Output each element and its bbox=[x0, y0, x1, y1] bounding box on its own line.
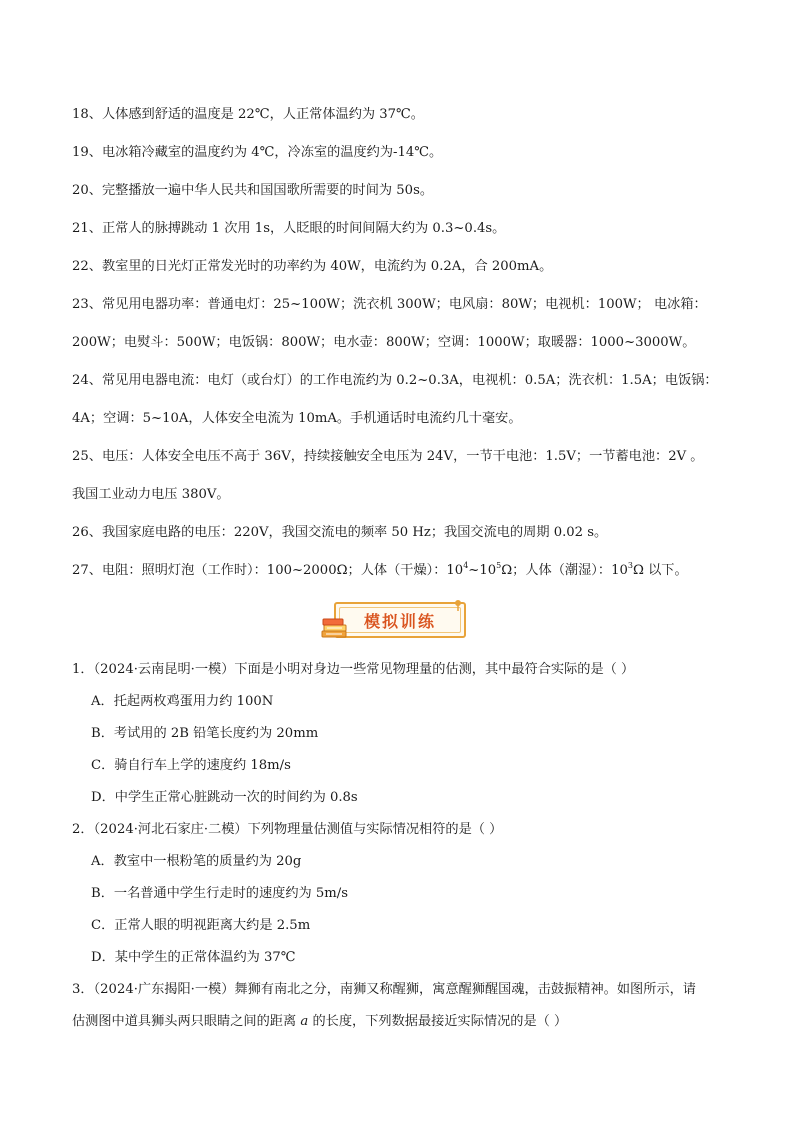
variable-a: a bbox=[300, 1014, 309, 1029]
item-27: 27、电阻：照明灯泡（工作时）：100~2000Ω；人体（干燥）：$10^4\sim 10^5\Omega$；人体（潮湿）：$10^3\Omega$ 以下。 bbox=[72, 560, 688, 578]
question-1-option-c: C．骑自行车上学的速度约 18m/s bbox=[91, 758, 291, 773]
item-23-line-2: 200W；电熨斗：500W；电饭锅：800W；电水壶：800W；空调：1000W；取暖器：1000~3000W。 bbox=[72, 335, 696, 350]
question-2-option-c: C．正常人眼的明视距离大约是 2.5m bbox=[91, 918, 311, 933]
item-21: 21、正常人的脉搏跳动 1 次用 1s，人眨眼的时间间隔大约为 0.3~0.4s。 bbox=[72, 221, 506, 236]
item-18: 18、人体感到舒适的温度是 22℃，人正常体温约为 37℃。 bbox=[72, 107, 424, 122]
item-24-line-2: 4A；空调：5~10A，人体安全电流为 10mA。手机通话时电流约几十毫安。 bbox=[72, 411, 522, 426]
item-24-line-1: 24、常见用电器电流：电灯（或台灯）的工作电流约为 0.2~0.3A，电视机：0.5A；洗衣机：1.5A；电饭锅： bbox=[72, 373, 718, 388]
item-23-line-1: 23、常见用电器功率：普通电灯：25~100W；洗衣机 300W；电风扇：80W；电视机：100W； 电冰箱： bbox=[72, 297, 707, 312]
question-3-stem-line-1: 3．（2024·广东揭阳·一模）舞狮有南北之分，南狮又称醒狮，寓意醒狮醒国魂，击鼓振精神。如图所示，请 bbox=[72, 982, 696, 997]
question-2-option-b: B．一名普通中学生行走时的速度约为 5m/s bbox=[91, 886, 348, 901]
question-1-option-b: B．考试用的 2B 铅笔长度约为 20mm bbox=[91, 726, 319, 741]
question-2-option-a: A．教室中一根粉笔的质量约为 20g bbox=[91, 854, 302, 869]
pin-icon bbox=[453, 599, 463, 611]
item-25-line-2: 我国工业动力电压 380V。 bbox=[72, 487, 230, 502]
item-25-line-1: 25、电压：人体安全电压不高于 36V，持续接触安全电压为 24V，一节干电池：1.5V；一节蓄电池：2V 。 bbox=[72, 449, 704, 464]
item-22: 22、教室里的日光灯正常发光时的功率约为 40W，电流约为 0.2A，合 200mA。 bbox=[72, 259, 553, 274]
question-2-stem: 2．（2024·河北石家庄·二模）下列物理量估测值与实际情况相符的是（ ） bbox=[72, 822, 503, 837]
question-1-option-a: A．托起两枚鸡蛋用力约 100N bbox=[91, 694, 274, 709]
question-3-stem-line-2: 估测图中道具狮头两只眼睛之间的距离 a 的长度，下列数据最接近实际情况的是（ ） bbox=[72, 1014, 568, 1029]
item-19: 19、电冰箱冷藏室的温度约为 4℃，冷冻室的温度约为-14℃。 bbox=[72, 145, 443, 160]
question-2-option-d: D．某中学生的正常体温约为 37℃ bbox=[91, 950, 296, 965]
question-1-option-d: D．中学生正常心脏跳动一次的时间约为 0.8s bbox=[91, 790, 358, 805]
question-1-stem: 1．（2024·云南昆明·一模）下面是小明对身边一些常见物理量的估测，其中最符合实际的是（ ） bbox=[72, 662, 635, 677]
item-20: 20、完整播放一遍中华人民共和国国歌所需要的时间为 50s。 bbox=[72, 183, 434, 198]
section-banner bbox=[320, 599, 468, 643]
section-banner-title: 模拟训练 bbox=[363, 612, 436, 631]
book-icon bbox=[320, 617, 350, 641]
item-26: 26、我国家庭电路的电压：220V，我国交流电的频率 50 Hz；我国交流电的周期 0.02 s。 bbox=[72, 525, 608, 540]
